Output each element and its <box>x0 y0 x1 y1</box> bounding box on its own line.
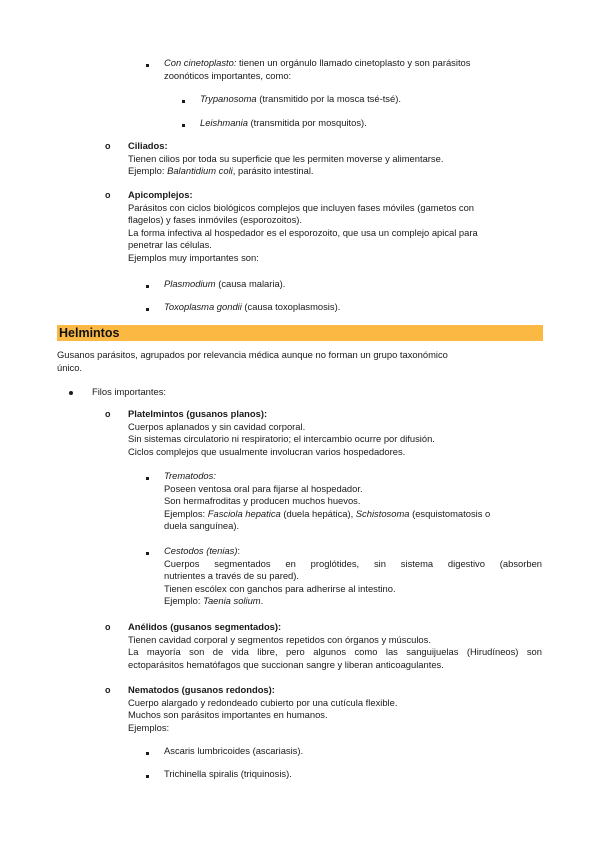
subsection-text: Cuerpos segmentados en proglótides, sin sistema digestivo (absorben <box>164 557 542 569</box>
square-bullet-icon <box>182 124 185 127</box>
subsection-title: Cestodos (tenias) <box>164 545 238 556</box>
circle-bullet-icon: o <box>105 141 111 151</box>
section-text: penetrar las células. <box>128 239 212 251</box>
square-bullet-icon <box>146 752 149 755</box>
example-name: Plasmodium <box>164 278 216 289</box>
section-text: La forma infectiva al hospedador es el esporozoito, que usa un complejo apical para <box>128 226 478 238</box>
section-text: La mayoría son de vida libre, pero algunos como las sanguijuelas (Hirudíneos) son <box>128 646 542 658</box>
section-text: Cuerpo alargado y redondeado cubierto por una cutícula flexible. <box>128 696 398 708</box>
circle-bullet-icon: o <box>105 190 111 200</box>
section-title: Anélidos (gusanos segmentados): <box>128 621 282 632</box>
nematodos-section <box>128 684 542 734</box>
cestodos-item <box>164 545 542 608</box>
section-text: ectoparásitos hematófagos que succionan sangre y liberan anticoagulantes. <box>128 658 444 670</box>
subsection-text: Son hermafroditas y producen muchos huevos. <box>164 495 361 507</box>
square-bullet-icon <box>146 552 149 555</box>
cinetoplasto-item <box>164 57 542 82</box>
example-name: Trypanosoma <box>200 93 257 104</box>
square-bullet-icon <box>146 64 149 67</box>
square-bullet-icon <box>146 308 149 311</box>
section-heading-bar <box>57 325 543 341</box>
section-text: Tienen cavidad corporal y segmentos repetidos con órganos y músculos. <box>128 633 431 645</box>
example-lead: Ejemplos: <box>164 507 208 519</box>
anelidos-section <box>128 621 542 671</box>
example-text: (duela hepática), <box>280 507 356 519</box>
cinetoplasto-text: tienen un orgánulo llamado cinetoplasto y son parásitos <box>236 57 471 68</box>
platelmintos-section <box>128 408 542 458</box>
example-lead: Ejemplo: <box>164 595 204 607</box>
intro-text-2: único. <box>57 361 83 373</box>
square-bullet-icon <box>182 100 185 103</box>
example-name: Balantidium coli <box>167 165 233 177</box>
section-title: Platelmintos (gusanos planos): <box>128 408 268 419</box>
section-text: Muchos son parásitos importantes en humanos. <box>128 709 328 721</box>
example-name: Leishmania <box>200 117 248 128</box>
example-lead: Ejemplo: <box>128 165 168 177</box>
example-text: (causa malaria). <box>215 278 286 289</box>
subsection-text: duela sanguínea). <box>164 520 240 532</box>
example-name: Fasciola hepatica <box>207 507 281 519</box>
example-text: (esquistomatosis o <box>409 507 491 519</box>
subsection-text: nutrientes a través de su pared). <box>164 570 299 582</box>
example-text: (transmitido por la mosca tsé-tsé). <box>256 93 401 104</box>
section-text: Cuerpos aplanados y sin cavidad corporal. <box>128 420 306 432</box>
cinetoplasto-text-2: zoonóticos importantes, como: <box>164 69 292 81</box>
square-bullet-icon <box>146 285 149 288</box>
cinetoplasto-lead: Con cinetoplasto: <box>164 57 237 68</box>
square-bullet-icon <box>146 477 149 480</box>
list-item <box>164 301 340 314</box>
filos-label: Filos importantes: <box>92 386 166 397</box>
section-text: Parásitos con ciclos biológicos complejos que incluyen fases móviles (gametos con <box>128 201 475 213</box>
example-name: Taenia solium <box>203 595 261 607</box>
apicomplejos-section <box>128 189 542 265</box>
example-text: . <box>260 595 264 607</box>
subsection-text: Poseen ventosa oral para fijarse al hospedador. <box>164 482 363 494</box>
list-item <box>200 93 401 106</box>
section-title: Ciliados: <box>128 140 168 151</box>
section-heading: Helmintos <box>59 326 120 340</box>
subsection-title: Trematodos: <box>164 470 216 481</box>
example-text: , parásito intestinal. <box>232 165 314 177</box>
helmintos-intro <box>57 349 543 374</box>
list-item: Trichinella spiralis (triquinosis). <box>164 768 292 779</box>
trematodos-item <box>164 470 542 533</box>
section-text: Ejemplos muy importantes son: <box>128 251 259 263</box>
ciliados-section <box>128 140 542 178</box>
list-item <box>200 117 367 130</box>
example-name: Schistosoma <box>355 507 410 519</box>
intro-text: Gusanos parásitos, agrupados por relevancia médica aunque no forman un grupo taxonómico <box>57 349 448 360</box>
subsection-text: Tienen escólex con ganchos para adherirse al intestino. <box>164 582 396 594</box>
example-text: (causa toxoplasmosis). <box>241 301 341 312</box>
subsection-colon: : <box>237 545 241 556</box>
section-text: Ciclos complejos que usualmente involucran varios hospedadores. <box>128 445 406 457</box>
section-text: flagelos) y fases inmóviles (esporozoitos). <box>128 214 303 226</box>
example-name: Toxoplasma gondii <box>164 301 242 312</box>
list-item: Ascaris lumbricoides (ascariasis). <box>164 745 304 756</box>
dot-bullet-icon <box>69 391 73 395</box>
section-text: Ejemplos: <box>128 721 170 733</box>
example-text: (transmitida por mosquitos). <box>247 117 367 128</box>
square-bullet-icon <box>146 775 149 778</box>
list-item <box>164 278 285 291</box>
section-title: Nematodos (gusanos redondos): <box>128 684 275 695</box>
section-title: Apicomplejos: <box>128 189 193 200</box>
circle-bullet-icon: o <box>105 409 111 419</box>
circle-bullet-icon: o <box>105 685 111 695</box>
section-text: Tienen cilios por toda su superficie que les permiten moverse y alimentarse. <box>128 152 444 164</box>
section-text: Sin sistemas circulatorio ni respiratorio; el intercambio ocurre por difusión. <box>128 433 435 445</box>
circle-bullet-icon: o <box>105 622 111 632</box>
